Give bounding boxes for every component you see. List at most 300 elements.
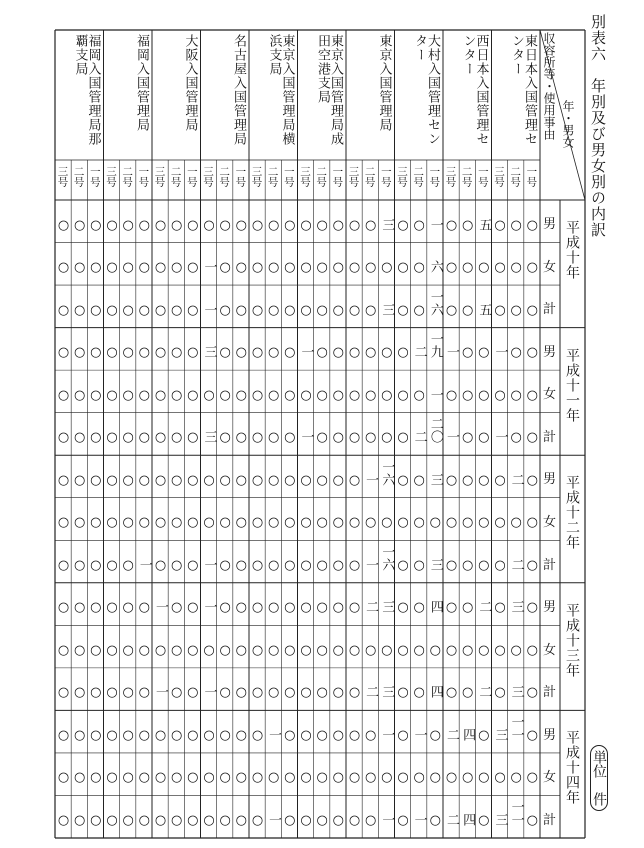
table-cell: ○ [492, 515, 508, 531]
table-cell: ○ [476, 813, 492, 828]
table-cell: ○ [136, 260, 152, 276]
table-cell: 三 [201, 430, 217, 444]
table-cell: ○ [427, 813, 443, 828]
table-cell: ○ [282, 770, 298, 786]
table-cell: ○ [120, 600, 136, 616]
table-cell: ○ [379, 260, 395, 276]
table-cell: ○ [72, 557, 88, 573]
table-cell: ○ [476, 515, 492, 531]
table-cell: ○ [508, 642, 524, 658]
table-cell: 三 [508, 685, 524, 699]
table-cell: ○ [201, 217, 217, 233]
table-cell: 一一 [508, 714, 524, 741]
table-cell: ○ [395, 302, 411, 318]
table-cell: ○ [56, 387, 71, 403]
table-cell: ○ [347, 813, 362, 828]
table-cell: ○ [169, 600, 185, 616]
table-cell: 三 [201, 345, 217, 359]
facility-header: 福岡入国管理局 [134, 34, 149, 132]
table-cell: ○ [508, 770, 524, 786]
table-cell: ○ [298, 302, 314, 318]
table-cell: ○ [524, 302, 540, 318]
table-cell: ○ [266, 387, 282, 403]
table-cell: 三 [379, 302, 395, 316]
table-cell: 一 [153, 600, 168, 614]
table-cell: ○ [347, 557, 362, 573]
table-cell: ○ [298, 770, 314, 786]
table-cell: ○ [185, 642, 201, 658]
table-cell: ○ [524, 387, 540, 403]
table-cell: 一 [201, 302, 217, 316]
table-cell: ○ [56, 685, 71, 701]
table-cell: ○ [185, 770, 201, 786]
table-cell: ○ [347, 727, 362, 743]
subcategory-label: 一号 [476, 166, 489, 187]
table-cell: 三 [492, 727, 508, 741]
table-cell: 一 [266, 727, 282, 741]
table-cell: ○ [330, 387, 346, 403]
table-cell: ○ [314, 302, 330, 318]
subcategory-label: 二号 [460, 166, 473, 187]
table-cell: ○ [266, 217, 282, 233]
table-cell: 四 [427, 685, 443, 699]
table-cell: ○ [153, 430, 168, 446]
table-cell: ○ [460, 345, 476, 361]
table-cell: ○ [524, 685, 540, 701]
table-cell: ○ [72, 685, 88, 701]
table-cell: ○ [411, 260, 427, 276]
table-cell: ○ [347, 302, 362, 318]
table-cell: ○ [314, 345, 330, 361]
subcategory-label: 三号 [250, 166, 263, 187]
table-cell: ○ [56, 727, 71, 743]
table-cell: ○ [298, 217, 314, 233]
table-cell: ○ [395, 685, 411, 701]
table-cell: ○ [104, 770, 120, 786]
table-cell: 一一 [508, 800, 524, 826]
table-cell: ○ [395, 430, 411, 446]
subcategory-label: 一号 [185, 166, 198, 187]
table-cell: ○ [444, 515, 459, 531]
sex-label: 女 [543, 770, 557, 786]
table-cell: ○ [250, 600, 265, 616]
table-cell: ○ [250, 302, 265, 318]
table-cell: ○ [56, 557, 71, 573]
sex-label: 計 [543, 685, 557, 701]
table-cell: ○ [508, 302, 524, 318]
subcategory-label: 二号 [266, 166, 279, 187]
table-cell: ○ [492, 387, 508, 403]
unit-label: 単位 件 [590, 745, 608, 811]
table-cell: ○ [314, 727, 330, 743]
table-cell: ○ [282, 557, 298, 573]
table-cell: ○ [88, 770, 104, 786]
table-cell: ○ [136, 813, 152, 828]
table-cell: ○ [282, 727, 298, 743]
table-cell: ○ [104, 557, 120, 573]
table-cell: 二 [476, 600, 492, 614]
table-cell: ○ [250, 260, 265, 276]
table-cell: 三 [427, 472, 443, 486]
table-cell: ○ [233, 430, 249, 446]
table-cell: 一 [363, 472, 379, 486]
sex-label: 女 [543, 515, 557, 530]
table-cell: ○ [330, 600, 346, 616]
table-cell: ○ [282, 472, 298, 488]
table-cell: ○ [330, 345, 346, 361]
table-cell: ○ [153, 217, 168, 233]
year-label: 平成十三年 [564, 602, 580, 678]
table-cell: ○ [492, 302, 508, 318]
table-cell: ○ [508, 515, 524, 531]
table-cell: ○ [524, 727, 540, 743]
table-cell: ○ [282, 813, 298, 828]
table-cell: ○ [508, 345, 524, 361]
table-cell: ○ [233, 302, 249, 318]
table-cell: ○ [282, 217, 298, 233]
table-cell: ○ [476, 770, 492, 786]
table-cell: ○ [444, 217, 459, 233]
table-cell: ○ [72, 302, 88, 318]
table-cell: ○ [330, 642, 346, 658]
table-cell: ○ [185, 430, 201, 446]
facility-header: 東京入国管理局横浜支局 [266, 34, 295, 146]
table-cell: ○ [185, 387, 201, 403]
table-cell: ○ [363, 727, 379, 743]
table-cell: ○ [363, 387, 379, 403]
table-cell: ○ [444, 770, 459, 786]
table-cell: ○ [379, 515, 395, 531]
table-cell: ○ [136, 515, 152, 531]
table-cell: ○ [476, 430, 492, 446]
table-cell: ○ [411, 600, 427, 616]
table-cell: ○ [363, 302, 379, 318]
table-cell: ○ [120, 217, 136, 233]
table-cell: ○ [508, 387, 524, 403]
table-cell: ○ [104, 217, 120, 233]
table-cell: ○ [201, 642, 217, 658]
table-cell: ○ [120, 515, 136, 531]
table-cell: ○ [217, 770, 233, 786]
table-cell: ○ [266, 345, 282, 361]
subcategory-label: 三号 [396, 166, 408, 187]
table-cell: ○ [153, 557, 168, 573]
table-cell: ○ [314, 642, 330, 658]
subcategory-label: 一号 [282, 166, 295, 187]
table-cell: ○ [282, 515, 298, 531]
table-cell: ○ [347, 345, 362, 361]
table-cell: ○ [395, 515, 411, 531]
table-cell: ○ [524, 515, 540, 531]
table-cell: ○ [217, 685, 233, 701]
table-cell: ○ [233, 387, 249, 403]
table-cell: 一 [492, 345, 508, 359]
table-cell: ○ [524, 430, 540, 446]
year-label: 平成十一年 [564, 347, 580, 423]
table-cell: 一 [492, 430, 508, 444]
table-cell: ○ [185, 472, 201, 488]
table-cell: ○ [347, 260, 362, 276]
table-cell: ○ [282, 302, 298, 318]
table-cell: ○ [104, 515, 120, 531]
table-cell: ○ [153, 515, 168, 531]
table-cell: ○ [153, 260, 168, 276]
table-cell: ○ [88, 260, 104, 276]
table-cell: ○ [233, 770, 249, 786]
table-cell: ○ [266, 430, 282, 446]
table-cell: ○ [460, 770, 476, 786]
table-cell: ○ [282, 685, 298, 701]
table-cell: ○ [379, 430, 395, 446]
table-cell: 二 [411, 430, 427, 444]
table-cell: ○ [347, 770, 362, 786]
table-cell: ○ [201, 770, 217, 786]
table-cell: 一六 [379, 544, 395, 571]
table-cell: ○ [201, 727, 217, 743]
table-cell: ○ [217, 387, 233, 403]
table-cell: ○ [88, 813, 104, 828]
table-cell: 一 [427, 387, 443, 401]
table-cell: ○ [395, 813, 411, 828]
table-cell: ○ [508, 217, 524, 233]
table-cell: ○ [185, 557, 201, 573]
table-cell: ○ [314, 515, 330, 531]
table-cell: ○ [282, 387, 298, 403]
table-cell: ○ [395, 260, 411, 276]
table-cell: ○ [492, 557, 508, 573]
table-cell: ○ [72, 770, 88, 786]
table-cell: ○ [395, 727, 411, 743]
table-cell: ○ [363, 260, 379, 276]
table-cell: ○ [411, 302, 427, 318]
table-cell: ○ [104, 727, 120, 743]
table-cell: ○ [347, 600, 362, 616]
table-cell: ○ [444, 387, 459, 403]
table-cell: ○ [492, 770, 508, 786]
table-cell: 三 [427, 557, 443, 571]
table-cell: ○ [330, 217, 346, 233]
table-cell: ○ [88, 685, 104, 701]
table-cell: ○ [476, 557, 492, 573]
subcategory-label: 二号 [169, 166, 182, 187]
table-cell: ○ [250, 813, 265, 828]
table-cell: ○ [72, 345, 88, 361]
sex-label: 男 [543, 472, 557, 488]
table-cell: ○ [330, 727, 346, 743]
table-cell: ○ [314, 387, 330, 403]
subcategory-label: 一号 [525, 166, 538, 187]
table-cell: 五 [476, 217, 492, 231]
table-cell: ○ [476, 642, 492, 658]
table-cell: ○ [72, 515, 88, 531]
table-cell: ○ [56, 345, 71, 361]
table-cell: ○ [120, 345, 136, 361]
table-cell: ○ [363, 430, 379, 446]
table-cell: ○ [217, 430, 233, 446]
table-cell: ○ [233, 600, 249, 616]
table-cell: ○ [56, 217, 71, 233]
table-cell: ○ [136, 770, 152, 786]
table-cell: ○ [460, 557, 476, 573]
table-cell: ○ [120, 685, 136, 701]
table-cell: ○ [330, 472, 346, 488]
table-cell: ○ [136, 217, 152, 233]
table-cell: ○ [185, 260, 201, 276]
table-cell: ○ [72, 260, 88, 276]
table-cell: ○ [217, 515, 233, 531]
table-cell: ○ [136, 727, 152, 743]
table-cell: 一 [298, 345, 314, 359]
sex-label: 男 [543, 727, 557, 743]
table-cell: ○ [460, 302, 476, 318]
table-cell: 一 [444, 430, 459, 444]
table-cell: ○ [120, 430, 136, 446]
table-cell: ○ [460, 472, 476, 488]
table-cell: ○ [56, 472, 71, 488]
sex-label: 女 [543, 642, 557, 658]
table-cell: ○ [314, 685, 330, 701]
table-cell: ○ [201, 472, 217, 488]
table-cell: ○ [153, 387, 168, 403]
table-cell: ○ [88, 642, 104, 658]
table-cell: 六 [427, 260, 443, 274]
sex-label: 男 [543, 600, 557, 616]
table-cell: ○ [476, 727, 492, 743]
table-cell: ○ [524, 600, 540, 616]
table-cell: ○ [314, 600, 330, 616]
table-cell: ○ [185, 813, 201, 828]
table-cell: ○ [427, 770, 443, 786]
table-cell: ○ [411, 387, 427, 403]
table-cell: ○ [56, 515, 71, 531]
table-cell: 四 [427, 600, 443, 614]
sex-label: 計 [543, 812, 557, 828]
table-cell: ○ [104, 260, 120, 276]
table-cell: ○ [460, 387, 476, 403]
table-cell: ○ [104, 472, 120, 488]
table-cell: ○ [266, 260, 282, 276]
table-cell: ○ [120, 557, 136, 573]
table-cell: ○ [476, 260, 492, 276]
table-cell: ○ [363, 515, 379, 531]
table-cell: 二 [411, 345, 427, 359]
table-cell: ○ [120, 302, 136, 318]
table-cell: ○ [282, 260, 298, 276]
table-cell: ○ [411, 557, 427, 573]
table-cell: ○ [298, 387, 314, 403]
table-cell: ○ [136, 302, 152, 318]
table-cell: ○ [104, 345, 120, 361]
table-cell: ○ [395, 642, 411, 658]
table-cell: 一 [266, 813, 282, 826]
table-cell: 一 [411, 727, 427, 741]
table-cell: ○ [347, 642, 362, 658]
table-cell: ○ [153, 472, 168, 488]
table-cell: ○ [233, 345, 249, 361]
table-cell: ○ [330, 515, 346, 531]
table-cell: ○ [314, 430, 330, 446]
table-cell: ○ [250, 770, 265, 786]
table-cell: ○ [508, 260, 524, 276]
table-cell: ○ [298, 727, 314, 743]
table-cell: ○ [233, 727, 249, 743]
table-cell: ○ [217, 557, 233, 573]
table-cell: ○ [379, 642, 395, 658]
table-cell: ○ [88, 387, 104, 403]
table-cell: ○ [250, 685, 265, 701]
table-cell: ○ [217, 600, 233, 616]
table-cell: ○ [314, 472, 330, 488]
table-cell: ○ [217, 727, 233, 743]
table-cell: ○ [314, 217, 330, 233]
table-cell: ○ [524, 813, 540, 828]
table-cell: 二〇 [427, 417, 443, 444]
table-cell: ○ [217, 345, 233, 361]
table-cell: ○ [185, 685, 201, 701]
table-cell: ○ [524, 557, 540, 573]
table-cell: ○ [250, 430, 265, 446]
table-cell: ○ [72, 472, 88, 488]
table-cell: ○ [298, 600, 314, 616]
table-cell: 一 [379, 727, 395, 741]
table-cell: 一 [201, 260, 217, 274]
subcategory-label: 一号 [428, 166, 441, 187]
table-cell: ○ [266, 770, 282, 786]
table-cell: ○ [266, 642, 282, 658]
table-cell: ○ [524, 770, 540, 786]
header-corner-bottom: 年・男女 [561, 100, 575, 148]
table-cell: ○ [185, 727, 201, 743]
table-cell: ○ [233, 515, 249, 531]
table-cell: ○ [492, 642, 508, 658]
table-cell: ○ [136, 600, 152, 616]
table-cell: ○ [444, 472, 459, 488]
subcategory-label: 三号 [153, 166, 166, 187]
table-cell: ○ [266, 600, 282, 616]
table-cell: ○ [104, 685, 120, 701]
sex-label: 計 [543, 557, 557, 573]
table-cell: ○ [233, 685, 249, 701]
table-cell: ○ [395, 345, 411, 361]
subcategory-label: 一号 [234, 166, 247, 187]
table-cell: ○ [169, 813, 185, 828]
table-cell: ○ [298, 685, 314, 701]
table-cell: ○ [169, 642, 185, 658]
table-cell: 三 [492, 813, 508, 826]
table-cell: ○ [120, 770, 136, 786]
table-cell: ○ [120, 813, 136, 828]
table-cell: ○ [136, 430, 152, 446]
table-cell: ○ [444, 302, 459, 318]
table-cell: ○ [136, 685, 152, 701]
table-cell: 二 [363, 600, 379, 614]
table-cell: ○ [217, 260, 233, 276]
table-cell: ○ [314, 770, 330, 786]
table-cell: ○ [460, 642, 476, 658]
table-cell: ○ [444, 600, 459, 616]
table-cell: ○ [169, 557, 185, 573]
table-cell: ○ [250, 515, 265, 531]
table-cell: ○ [250, 387, 265, 403]
table-cell: ○ [120, 472, 136, 488]
subcategory-label: 三号 [202, 166, 214, 187]
table-cell: ○ [120, 642, 136, 658]
facility-header: 大阪入国管理局 [182, 34, 198, 132]
table-cell: ○ [56, 813, 71, 828]
sex-label: 計 [543, 429, 557, 445]
table-cell: ○ [395, 472, 411, 488]
table-cell: ○ [411, 515, 427, 531]
